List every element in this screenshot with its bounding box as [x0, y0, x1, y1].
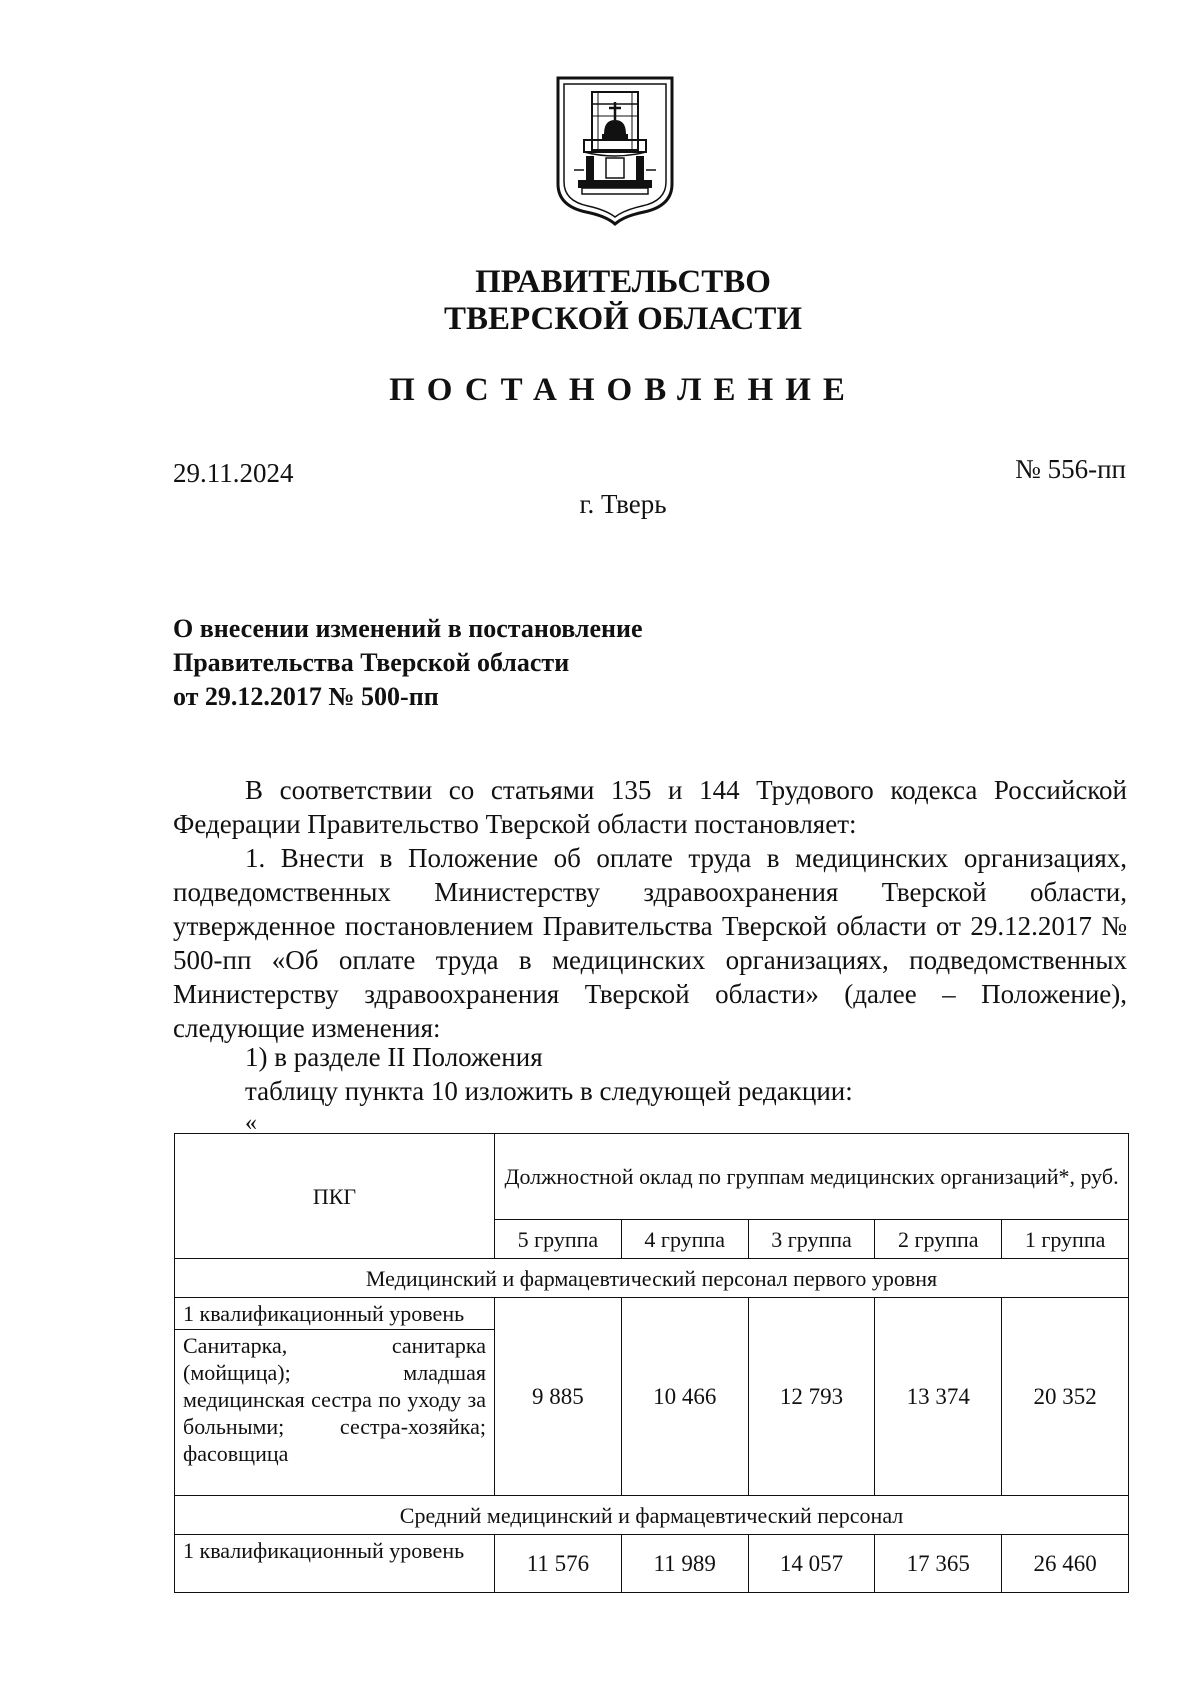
header-group-3: 3 группа: [748, 1220, 875, 1259]
salary-table: [174, 1133, 1129, 1593]
table-row: [175, 1535, 1129, 1593]
salary-value: 11 576: [495, 1535, 622, 1593]
document-type: ПОСТАНОВЛЕНИЕ: [389, 372, 857, 408]
qualification-level: 1 квалификационный уровень: [175, 1298, 494, 1330]
document-number: № 556-пп: [1015, 454, 1126, 484]
tver-coat-of-arms-icon: [554, 74, 676, 226]
pkg-cell: [175, 1535, 495, 1593]
qualification-level: 1 квалификационный уровень: [183, 1538, 465, 1563]
salary-value: 9 885: [495, 1298, 622, 1496]
intro-paragraph: [173, 773, 1127, 841]
section-title: Средний медицинский и фармацевтический персонал: [175, 1496, 1129, 1535]
subject-line2: Правительства Тверской области: [173, 648, 570, 677]
document-subject: [173, 612, 643, 714]
pkg-cell: [175, 1298, 495, 1496]
subitem1-paragraph: [173, 1040, 1127, 1108]
document-date: 29.11.2024: [173, 458, 294, 488]
subject-line3: от 29.12.2017 № 500-пп: [173, 682, 439, 711]
salary-value: 10 466: [621, 1298, 748, 1496]
positions-list: Санитарка, санитарка (мойщица); младшая медицинская сестра по уходу за больными; сестра-хозяйка; фасовщица: [183, 1333, 486, 1466]
salary-value: 11 989: [621, 1535, 748, 1593]
header-group-4: 4 группа: [621, 1220, 748, 1259]
header-pkg: ПКГ: [175, 1134, 495, 1259]
org-title-line1: ПРАВИТЕЛЬСТВО: [475, 264, 771, 300]
header-salary: Должностной оклад по группам медицинских организаций*, руб.: [495, 1134, 1129, 1220]
subject-line1: О внесении изменений в постановление: [173, 614, 643, 643]
table-row: [175, 1298, 1129, 1496]
section-title: Медицинский и фармацевтический персонал первого уровня: [175, 1259, 1129, 1298]
header-group-2: 2 группа: [875, 1220, 1002, 1259]
document-city: г. Тверь: [579, 489, 667, 519]
salary-value: 12 793: [748, 1298, 875, 1496]
intro-text: В соответствии со статьями 135 и 144 Трудового кодекса Российской Федерации Правительство Тверской области постановляет:: [173, 775, 1127, 839]
salary-value: 14 057: [748, 1535, 875, 1593]
header-group-1: 1 группа: [1002, 1220, 1129, 1259]
salary-value: 13 374: [875, 1298, 1002, 1496]
salary-value: 17 365: [875, 1535, 1002, 1593]
org-title-line2: ТВЕРСКОЙ ОБЛАСТИ: [443, 301, 803, 337]
item1-paragraph: [173, 841, 1127, 1045]
subitem1-instruction: таблицу пункта 10 изложить в следующей редакции:: [245, 1076, 853, 1106]
item1-text: 1. Внести в Положение об оплате труда в медицинских организациях, подведомственных Министерству здравоохранения Тверской области, утвержденное постановлением Правительства Тверской области от 29.12.2017 № 500-пп «Об оплате труда в медицинских организациях, подведомственных Министерству здравоохранения Тверской области» (далее – Положение), следующие изменения:: [173, 843, 1127, 1043]
salary-value: 20 352: [1002, 1298, 1129, 1496]
header-group-5: 5 группа: [495, 1220, 622, 1259]
quote-open-mark: «: [245, 1110, 257, 1136]
subitem1-text: 1) в разделе II Положения: [245, 1042, 543, 1072]
salary-value: 26 460: [1002, 1535, 1129, 1593]
